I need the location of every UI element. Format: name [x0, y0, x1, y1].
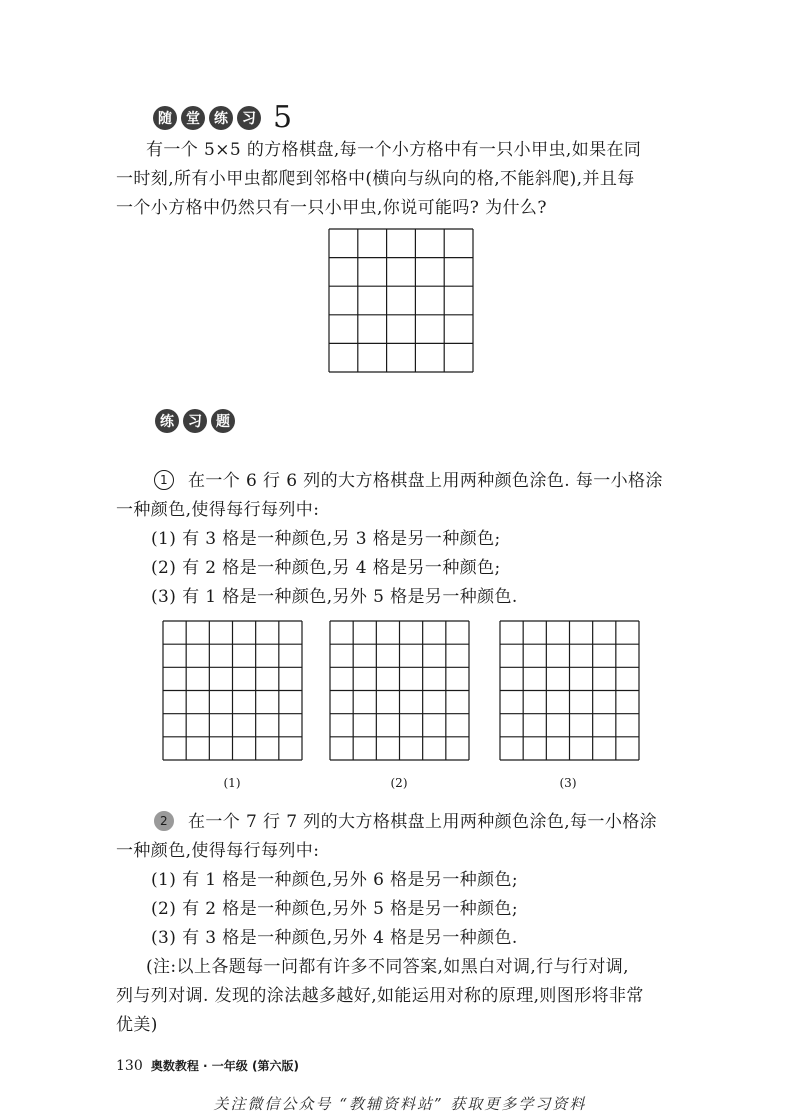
practice-grid-5x5 — [328, 228, 474, 373]
practice-text-line-1: 有一个 5×5 的方格棋盘,每一个小方格中有一只小甲虫,如果在同 — [146, 140, 642, 160]
practice-number: 5 — [273, 100, 293, 135]
practice-text-line-2: 一时刻,所有小甲虫都爬到邻格中(横向与纵向的格,不能斜爬),并且每 — [116, 169, 635, 189]
q1-item-1: (1) 有 3 格是一种颜色,另 3 格是另一种颜色; — [151, 529, 501, 549]
q1-line-1 — [154, 466, 663, 491]
book-title: 奥数教程 · 一年级 (第六版) — [150, 1059, 299, 1073]
practice-badge-char: 练 — [209, 106, 233, 130]
q2-item-3: (3) 有 3 格是一种颜色,另外 4 格是另一种颜色. — [151, 928, 518, 948]
watermark-text: 关注微信公众号 “教辅资料站” 获取更多学习资料 — [213, 1095, 587, 1113]
exercises-heading — [155, 409, 239, 433]
grid-caption-3: (3) — [559, 776, 577, 790]
q2-item-1: (1) 有 1 格是一种颜色,另外 6 格是另一种颜色; — [151, 870, 519, 890]
q2-item-2: (2) 有 2 格是一种颜色,另外 5 格是另一种颜色; — [151, 899, 519, 919]
q1-grid-2 — [329, 620, 470, 761]
q1-grid-1 — [162, 620, 303, 761]
exercises-badge-char: 习 — [183, 409, 207, 433]
q1-marker: 1 — [154, 470, 174, 490]
note-line-2: 列与列对调. 发现的涂法越多越好,如能运用对称的原理,则图形将非常 — [116, 986, 644, 1006]
note-line-3: 优美) — [116, 1015, 158, 1035]
q2-line-1 — [154, 807, 657, 832]
q1-line-2: 一种颜色,使得每行每列中: — [116, 500, 320, 520]
q1-text: 在一个 6 行 6 列的大方格棋盘上用两种颜色涂色. 每一小格涂 — [188, 471, 663, 491]
q1-item-2: (2) 有 2 格是一种颜色,另 4 格是另一种颜色; — [151, 558, 501, 578]
practice-badge-char: 堂 — [181, 106, 205, 130]
practice-heading — [153, 100, 293, 135]
exercises-badge-char: 练 — [155, 409, 179, 433]
practice-text-line-3: 一个小方格中仍然只有一只小甲虫,你说可能吗? 为什么? — [116, 198, 547, 218]
q2-line-2: 一种颜色,使得每行每列中: — [116, 841, 320, 861]
grid-caption-2: (2) — [390, 776, 408, 790]
q2-marker: 2 — [154, 811, 174, 831]
q2-text: 在一个 7 行 7 列的大方格棋盘上用两种颜色涂色,每一小格涂 — [188, 812, 658, 832]
note-line-1: (注:以上各题每一问都有许多不同答案,如黑白对调,行与行对调, — [146, 957, 629, 977]
page-number: 130 — [116, 1058, 143, 1074]
practice-badge-char: 随 — [153, 106, 177, 130]
q1-item-3: (3) 有 1 格是一种颜色,另外 5 格是另一种颜色. — [151, 587, 518, 607]
exercises-badge-char: 题 — [211, 409, 235, 433]
page-footer — [116, 1057, 299, 1074]
grid-caption-1: (1) — [223, 776, 241, 790]
practice-badge-char: 习 — [237, 106, 261, 130]
q1-grid-3 — [499, 620, 640, 761]
